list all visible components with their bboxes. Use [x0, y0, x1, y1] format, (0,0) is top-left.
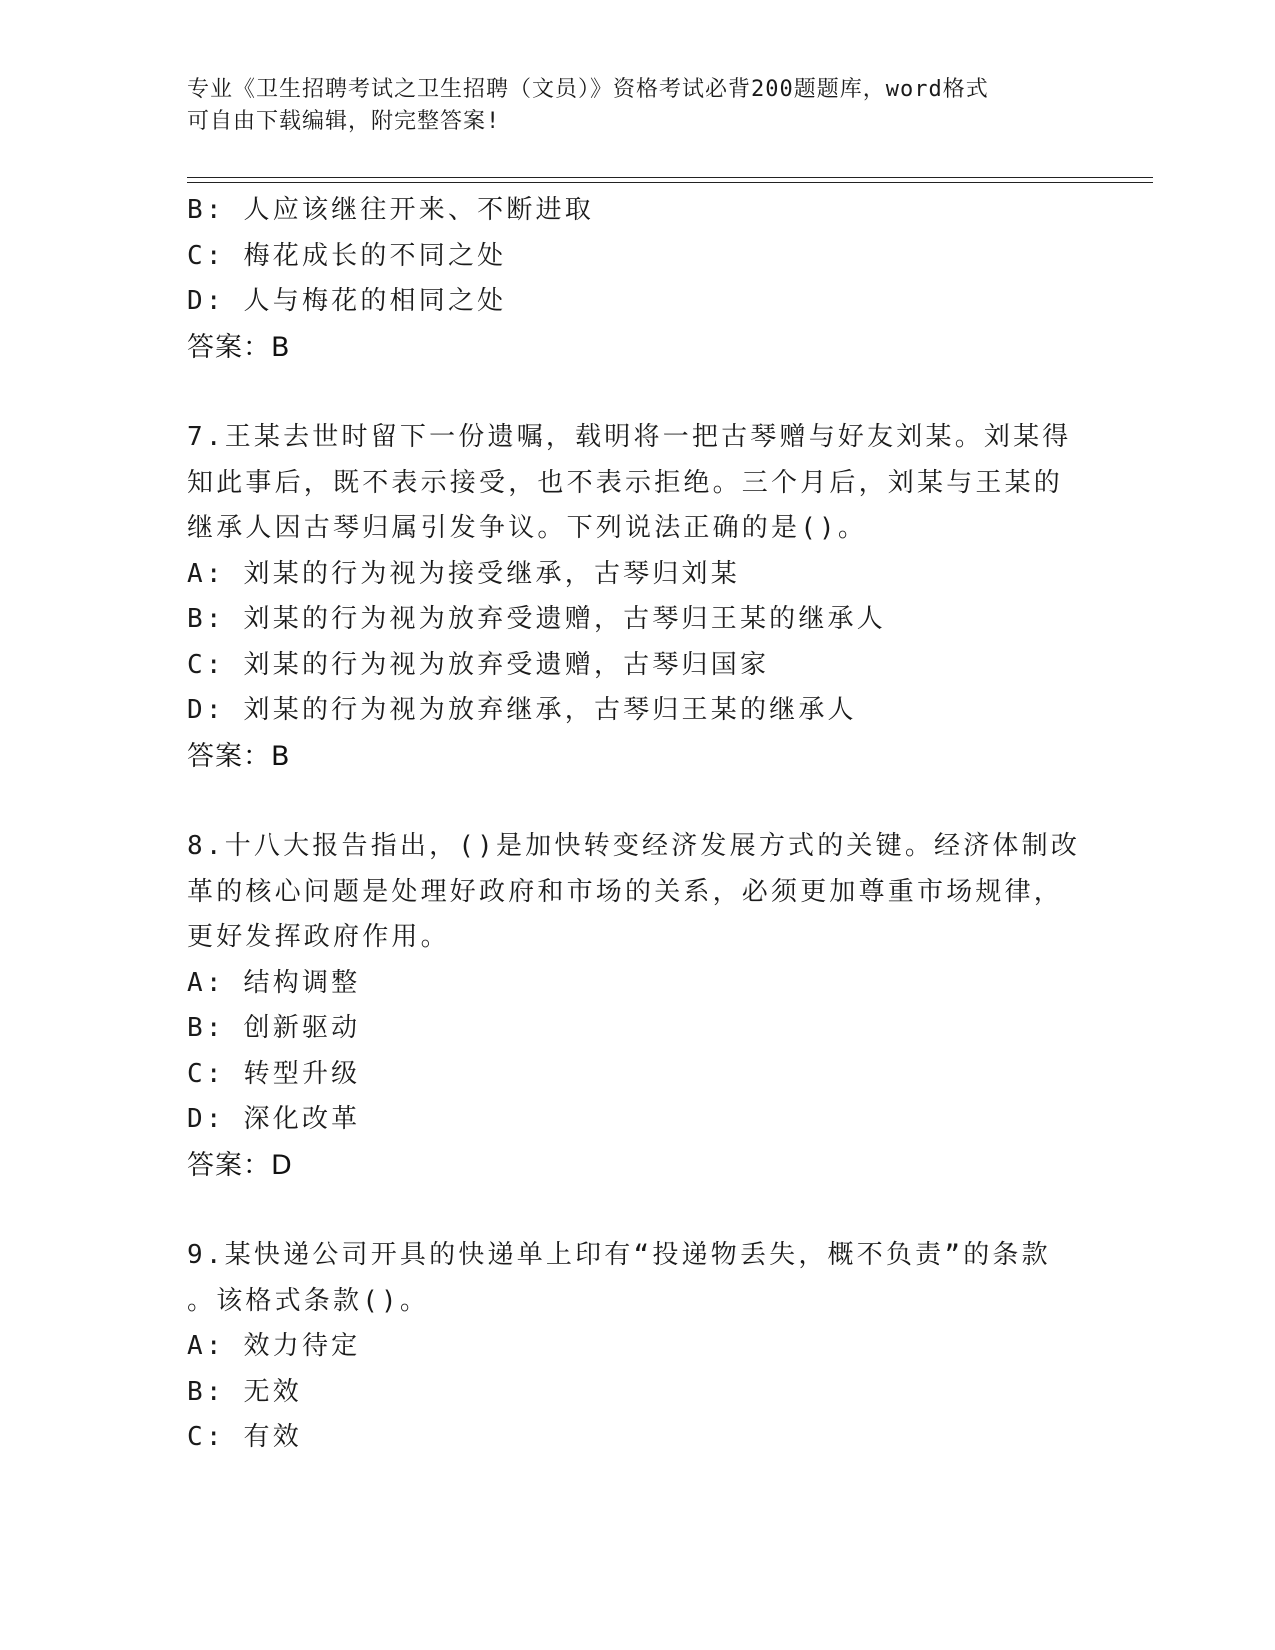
question-text-line: 8.十八大报告指出，()是加快转变经济发展方式的关键。经济体制改: [187, 831, 1081, 861]
question-text-line: 革的核心问题是处理好政府和市场的关系，必须更加尊重市场规律，: [187, 876, 1064, 907]
option-b: B: 创新驱动: [187, 1013, 361, 1043]
question-text-line: 7.王某去世时留下一份遗嘱，载明将一把古琴赠与好友刘某。刘某得: [187, 422, 1072, 452]
option-d: D: 深化改革: [187, 1104, 361, 1134]
option-a: A: 刘某的行为视为接受继承，古琴归刘某: [187, 558, 740, 589]
question-content: [187, 188, 1081, 1461]
option-b: B: 无效: [187, 1376, 302, 1407]
option-a: A: 结构调整: [187, 967, 361, 998]
spacer: [187, 1188, 1067, 1233]
option-b: B: 人应该继往开来、不断进取: [187, 195, 594, 225]
header-title-line-2: 可自由下载编辑，附完整答案!: [187, 109, 501, 134]
spacer: [187, 370, 1067, 415]
header-divider-top: [187, 177, 1153, 178]
option-c: C: 转型升级: [187, 1058, 361, 1089]
option-c: C: 有效: [187, 1422, 302, 1452]
question-text-line: 9.某快递公司开具的快递单上印有“投递物丢失，概不负责”的条款: [187, 1240, 1051, 1270]
question-text-line: 。该格式条款()。: [187, 1285, 430, 1316]
option-d: D: 人与梅花的相同之处: [187, 286, 507, 316]
option-c: C: 刘某的行为视为放弃受遗赠，古琴归国家: [187, 649, 770, 680]
answer-line: 答案：B: [187, 331, 291, 363]
question-9: [187, 1233, 1067, 1461]
question-text-line: 更好发挥政府作用。: [187, 922, 450, 952]
option-d: D: 刘某的行为视为放弃继承，古琴归王某的继承人: [187, 695, 857, 725]
option-a: A: 效力待定: [187, 1331, 361, 1361]
option-c: C: 梅花成长的不同之处: [187, 240, 507, 271]
question-text-line: 知此事后，既不表示接受，也不表示拒绝。三个月后，刘某与王某的: [187, 467, 1064, 498]
option-b: B: 刘某的行为视为放弃受遗赠，古琴归王某的继承人: [187, 604, 886, 634]
answer-line: 答案：D: [187, 1149, 293, 1181]
document-header: [187, 74, 1067, 138]
question-6-continued: [187, 188, 1067, 370]
question-8: [187, 824, 1081, 1188]
header-divider-bottom: [187, 182, 1153, 183]
question-7: [187, 415, 1072, 779]
spacer: [187, 779, 1067, 824]
answer-line: 答案：B: [187, 740, 291, 772]
question-text-line: 继承人因古琴归属引发争议。下列说法正确的是()。: [187, 513, 868, 543]
header-title-line-1: 专业《卫生招聘考试之卫生招聘（文员）》资格考试必背200题题库，word格式: [187, 77, 989, 102]
